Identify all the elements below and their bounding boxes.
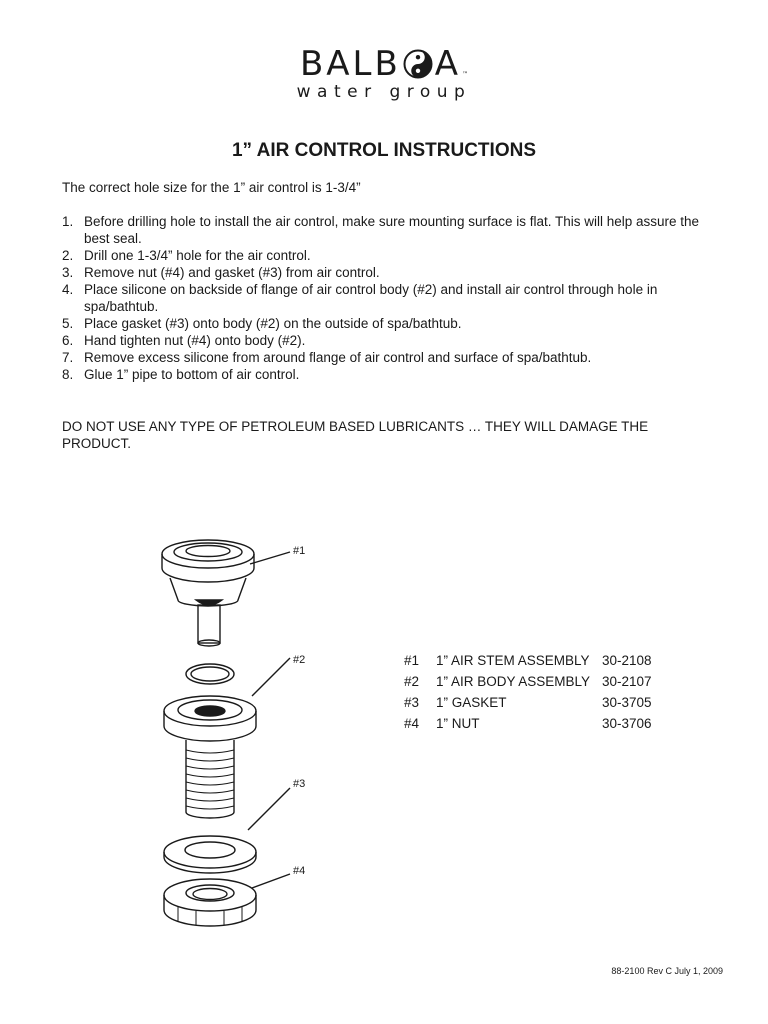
brand-logo: [0, 44, 768, 102]
diagram-label-4: #4: [293, 865, 306, 877]
part-name: 1” AIR BODY ASSEMBLY: [436, 674, 591, 689]
step-text: Place silicone on backside of flange of air control body (#2) and install air control through hole in spa/bathtub.: [84, 282, 658, 314]
instruction-step: [62, 315, 722, 332]
step-number: 3.: [62, 265, 74, 280]
air-body-drawing: [164, 696, 256, 818]
yin-yang-icon: [403, 49, 433, 79]
step-number: 1.: [62, 214, 74, 229]
nut-drawing: [164, 879, 256, 926]
step-text: Place gasket (#3) onto body (#2) on the outside of spa/bathtub.: [84, 316, 462, 331]
step-text: Glue 1” pipe to bottom of air control.: [84, 367, 300, 382]
step-text: Remove nut (#4) and gasket (#3) from air control.: [84, 265, 380, 280]
diagram-label-2: #2: [293, 654, 306, 666]
page-title: 1” AIR CONTROL INSTRUCTIONS: [231, 140, 536, 161]
leader-line-4: [252, 874, 290, 888]
small-ring-drawing: [186, 664, 234, 684]
step-text: Hand tighten nut (#4) onto body (#2).: [84, 333, 306, 348]
exploded-parts-diagram: [150, 530, 330, 940]
part-name: 1” AIR STEM ASSEMBLY: [436, 653, 590, 668]
table-row: [404, 692, 652, 713]
part-name: 1” NUT: [436, 716, 480, 731]
instruction-step: [62, 366, 722, 383]
document-footer: 88-2100 Rev C July 1, 2009: [611, 966, 723, 976]
parts-list: [404, 650, 652, 734]
table-row: [404, 671, 652, 692]
part-number: 30-2107: [602, 674, 652, 689]
diagram-label-3: #3: [293, 778, 306, 790]
part-number: 30-3706: [602, 716, 652, 731]
table-row: [404, 713, 652, 734]
leader-line-2: [252, 658, 290, 696]
part-number: 30-3705: [602, 695, 652, 710]
instruction-step: [62, 247, 722, 264]
intro-text: The correct hole size for the 1” air control is 1-3/4”: [62, 180, 361, 195]
instruction-step: [62, 349, 722, 366]
diagram-label-1: #1: [293, 545, 306, 557]
logo-text-right: A: [434, 44, 462, 84]
step-number: 2.: [62, 248, 74, 263]
instruction-step: [62, 264, 722, 281]
part-id: #2: [404, 674, 420, 689]
gasket-drawing: [164, 836, 256, 873]
instruction-step: [62, 281, 722, 315]
logo-wordmark: [300, 44, 468, 84]
logo-subtitle: water group: [296, 82, 472, 102]
trademark-symbol: ™: [462, 70, 469, 78]
part-number: 30-2108: [602, 653, 652, 668]
leader-line-1: [250, 552, 290, 564]
part-id: #1: [404, 653, 420, 668]
instruction-step: [62, 213, 722, 247]
step-number: 6.: [62, 333, 74, 348]
logo-text-left: BALB: [299, 44, 401, 84]
step-number: 8.: [62, 367, 74, 382]
air-stem-drawing: [162, 540, 254, 646]
part-name: 1” GASKET: [436, 695, 507, 710]
part-id: #4: [404, 716, 420, 731]
step-number: 5.: [62, 316, 74, 331]
warning-text: DO NOT USE ANY TYPE OF PETROLEUM BASED LUBRICANTS … THEY WILL DAMAGE THE PRODUCT.: [62, 419, 649, 451]
table-row: [404, 650, 652, 671]
step-text: Drill one 1-3/4” hole for the air control.: [84, 248, 311, 263]
step-text: Remove excess silicone from around flange of air control and surface of spa/bathtub.: [84, 350, 592, 365]
leader-line-3: [248, 788, 290, 830]
instruction-list: [62, 213, 722, 383]
step-text: Before drilling hole to install the air control, make sure mounting surface is flat. This will help assure the best seal.: [84, 214, 700, 246]
step-number: 4.: [62, 282, 74, 297]
part-id: #3: [404, 695, 420, 710]
step-number: 7.: [62, 350, 74, 365]
instruction-step: [62, 332, 722, 349]
